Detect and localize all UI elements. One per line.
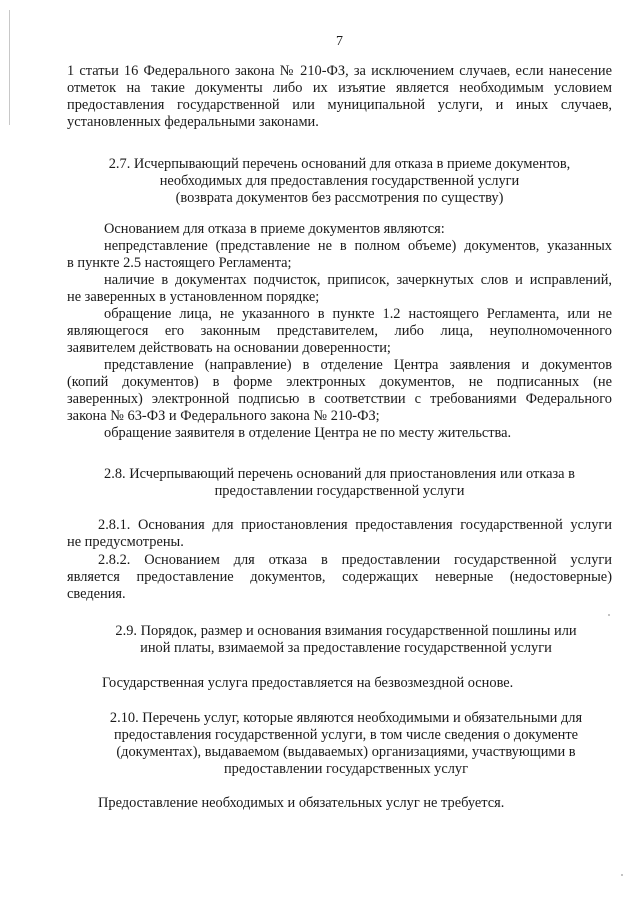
heading-line: предоставлении государственных услуг bbox=[223, 761, 469, 777]
section-heading-2-7 bbox=[67, 156, 612, 207]
intro-paragraph bbox=[67, 63, 612, 131]
text-line: отметок на такие документы либо их изъятие является необходимым условием bbox=[67, 80, 612, 96]
text-line: предоставления государственной или муниципальной услуги, и иных случаев, bbox=[67, 97, 612, 113]
text-line: Государственная услуга предоставляется на безвозмездной основе. bbox=[102, 675, 514, 691]
heading-line: предоставлении государственной услуги bbox=[214, 483, 465, 499]
refusal-grounds bbox=[67, 221, 612, 442]
heading-line: иной платы, взимаемой за предоставление государственной услуги bbox=[140, 640, 552, 656]
text-line: обращение заявителя в отделение Центра не по месту жительства. bbox=[104, 425, 512, 441]
text-line: заявителем действовать на основании доверенности; bbox=[67, 340, 391, 356]
text-line: сведения. bbox=[67, 586, 126, 602]
text-line: 2.8.2. Основанием для отказа в предоставлении государственной услуги bbox=[98, 552, 612, 568]
section-heading-2-10 bbox=[80, 710, 612, 778]
paragraph-2-9 bbox=[102, 675, 602, 692]
heading-line: необходимых для предоставления государственной услуги bbox=[159, 173, 520, 189]
scan-edge-mark bbox=[9, 10, 10, 125]
text-line: являющегося его законным представителем, либо лица, неуполномоченного bbox=[67, 323, 612, 339]
text-line: в пункте 2.5 настоящего Регламента; bbox=[67, 255, 292, 271]
text-line: является предоставление документов, содержащих неверные (недостоверные) bbox=[67, 569, 612, 585]
heading-line: 2.7. Исчерпывающий перечень оснований для отказа в приеме документов, bbox=[108, 156, 571, 172]
paragraph-2-8-1 bbox=[67, 517, 612, 551]
text-line: 1 статьи 16 Федерального закона № 210-ФЗ, за исключением случаев, если нанесение bbox=[67, 63, 612, 79]
text-line: обращение лица, не указанного в пункте 1.2 настоящего Регламента, или не bbox=[104, 306, 612, 322]
text-line: (копий документов) в форме электронных документов, не подписанных (не bbox=[67, 374, 612, 390]
paragraph-2-8-2 bbox=[67, 552, 612, 603]
text-line: наличие в документах подчисток, приписок, зачеркнутых слов и исправлений, bbox=[104, 272, 612, 288]
section-heading-2-8 bbox=[67, 466, 612, 500]
text-line: 2.8.1. Основания для приостановления предоставления государственной услуги bbox=[98, 517, 612, 533]
scan-speck bbox=[608, 614, 610, 616]
text-line: закона № 63-ФЗ и Федерального закона № 210-ФЗ; bbox=[67, 408, 380, 424]
text-line: непредставление (представление не в полном объеме) документов, указанных bbox=[104, 238, 612, 254]
text-line: Предоставление необходимых и обязательных услуг не требуется. bbox=[98, 795, 505, 811]
text-line: заверенных) электронной подписью в соответствии с требованиями Федерального bbox=[67, 391, 612, 407]
heading-line: 2.8. Исчерпывающий перечень оснований для приостановления или отказа в bbox=[104, 466, 575, 482]
text-line: установленных федеральными законами. bbox=[67, 114, 319, 130]
text-line: представление (направление) в отделение Центра заявления и документов bbox=[104, 357, 612, 373]
text-line: не предусмотрены. bbox=[67, 534, 184, 550]
heading-line: предоставления государственной услуги, в том числе сведения о документе bbox=[113, 727, 579, 743]
heading-line: 2.9. Порядок, размер и основания взимания государственной пошлины или bbox=[115, 623, 577, 639]
text-line: не заверенных в установленном порядке; bbox=[67, 289, 320, 305]
paragraph-2-10 bbox=[98, 795, 598, 812]
heading-line: 2.10. Перечень услуг, которые являются необходимыми и обязательными для bbox=[109, 710, 583, 726]
heading-line: (возврата документов без рассмотрения по существу) bbox=[175, 190, 504, 206]
page-number: 7 bbox=[336, 34, 343, 49]
section-heading-2-9 bbox=[80, 623, 612, 657]
scan-speck bbox=[621, 874, 623, 876]
grounds-intro: Основанием для отказа в приеме документов являются: bbox=[104, 221, 445, 237]
heading-line: (документах), выдаваемом (выдаваемых) организациями, участвующими в bbox=[116, 744, 576, 760]
